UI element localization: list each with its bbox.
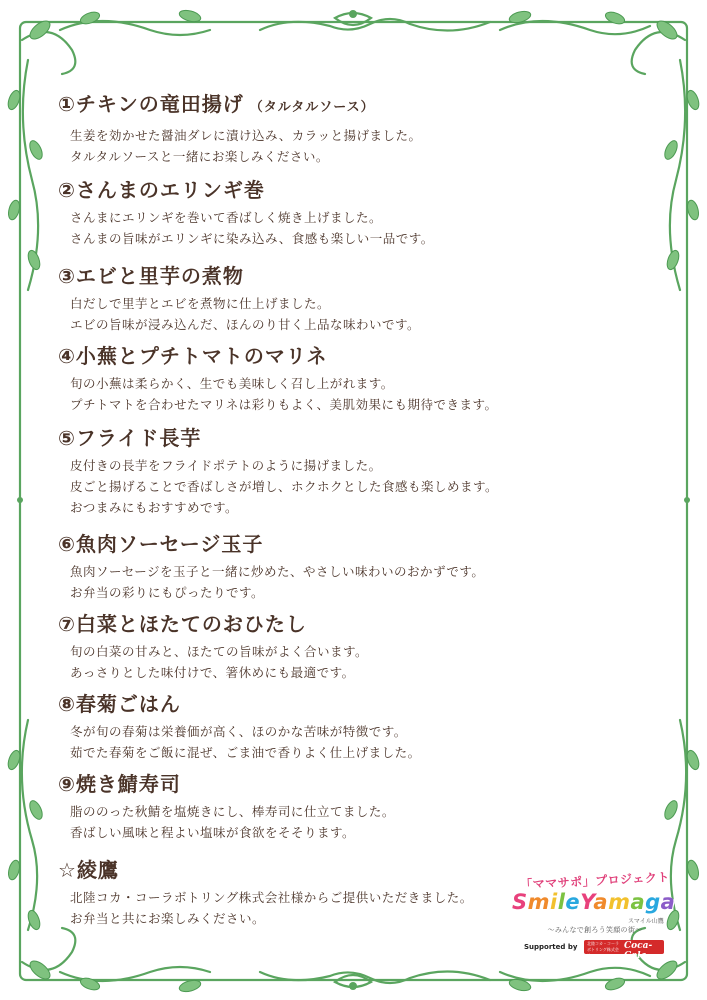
menu-item-description: 生姜を効かせた醤油ダレに漬け込み、カラッと揚げました。 タルタルソースと一緒にお楽しみください。 <box>70 128 422 164</box>
menu-item-title: ③エビと里芋の煮物 <box>58 264 244 288</box>
logo-tagline: ～みんなで創ろう笑顔の街～ <box>547 926 643 934</box>
logo-brand-letter: a <box>660 890 676 914</box>
menu-item-1 <box>58 92 422 167</box>
menu-item-9 <box>58 772 395 843</box>
menu-item-subtitle: （タルタルソース） <box>249 100 375 115</box>
menu-item-description: 冬が旬の春菊は栄養価が高く、ほのかな苦味が特徴です。 茹でた春菊をご飯に混ぜ、ごま油で香りよく仕上げました。 <box>70 724 421 760</box>
menu-item-title: ②さんまのエリンギ巻 <box>58 178 265 202</box>
logo-brand-letter: a <box>593 890 609 914</box>
menu-item-title: ⑥魚肉ソーセージ玉子 <box>58 532 264 556</box>
sponsor-name: 北陸コカ・コーラボトリング株式会社 <box>587 941 619 958</box>
logo-brand-kana: スマイル山鷹 <box>628 918 664 925</box>
menu-item-3 <box>58 264 420 335</box>
menu-item-8 <box>58 692 421 763</box>
logo-brand-wordmark <box>512 890 682 914</box>
menu-item-description: 魚肉ソーセージを玉子と一緒に炒めた、やさしい味わいのおかずです。 お弁当の彩りにもぴったりです。 <box>70 564 485 600</box>
menu-item-title: ①チキンの竜田揚げ （タルタルソース） <box>58 92 375 116</box>
logo-brand-letter: a <box>630 890 646 914</box>
logo-brand-letter: l <box>557 890 566 914</box>
logo-brand-letter: m <box>527 890 551 914</box>
menu-item-description: 北陸コカ・コーラボトリング株式会社様からご提供いただきました。 お弁当と共にお楽しみください。 <box>70 890 473 926</box>
logo-brand-letter: i <box>550 890 558 914</box>
menu-item-description: 白だしで里芋とエビを煮物に仕上げました。 エビの旨味が浸み込んだ、ほんのり甘く上品な味わいです。 <box>70 296 421 332</box>
menu-item-title: ⑧春菊ごはん <box>58 692 181 716</box>
menu-item-drink <box>58 858 473 929</box>
menu-item-5 <box>58 426 498 518</box>
sponsor-badge <box>584 940 664 961</box>
menu-item-description: 旬の小蕪は柔らかく、生でも美味しく召し上がれます。 プチトマトを合わせたマリネは彩りもよく、美肌効果にも期待できます。 <box>70 376 498 412</box>
menu-item-description: さんまにエリンギを巻いて香ばしく焼き上げました。 さんまの旨味がエリンギに染み込み、食感も楽しい一品です。 <box>70 210 434 246</box>
logo-project-title: 「ママサポ」プロジェクト <box>519 870 671 892</box>
menu-item-title: ⑦白菜とほたてのおひたし <box>58 612 307 636</box>
logo-brand-letter: Y <box>580 890 594 914</box>
menu-item-6 <box>58 532 484 603</box>
logo-brand-letter: m <box>608 890 631 914</box>
smile-yamaga-logo <box>510 872 680 964</box>
menu-item-description: 旬の白菜の甘みと、ほたての旨味がよく合います。 あっさりとした味付けで、箸休めにも最適です。 <box>70 644 369 680</box>
menu-item-title: ⑤フライド長芋 <box>58 426 202 450</box>
menu-item-title: ☆綾鷹 <box>58 858 119 882</box>
menu-item-title: ⑨焼き鯖寿司 <box>58 772 181 796</box>
menu-item-description: 脂ののった秋鯖を塩焼きにし、棒寿司に仕立てました。 香ばしい風味と程よい塩味が食欲をそそります。 <box>70 804 395 840</box>
logo-brand-letter: g <box>645 890 661 914</box>
logo-brand-letter: S <box>512 890 528 914</box>
menu-item-2 <box>58 178 434 249</box>
menu-item-7 <box>58 612 368 683</box>
menu-item-title: ④小蕪とプチトマトのマリネ <box>58 344 328 368</box>
logo-brand-letter: e <box>565 890 581 914</box>
sponsor-brand-logo: Coca-Cola <box>624 941 653 961</box>
menu-item-4 <box>58 344 498 415</box>
logo-supported-by: Supported by <box>524 943 578 951</box>
menu-item-description: 皮付きの長芋をフライドポテトのように揚げました。 皮ごと揚げることで香ばしさが増し、ホクホクとした食感も楽しめます。 おつまみにもおすすめです。 <box>70 458 499 515</box>
